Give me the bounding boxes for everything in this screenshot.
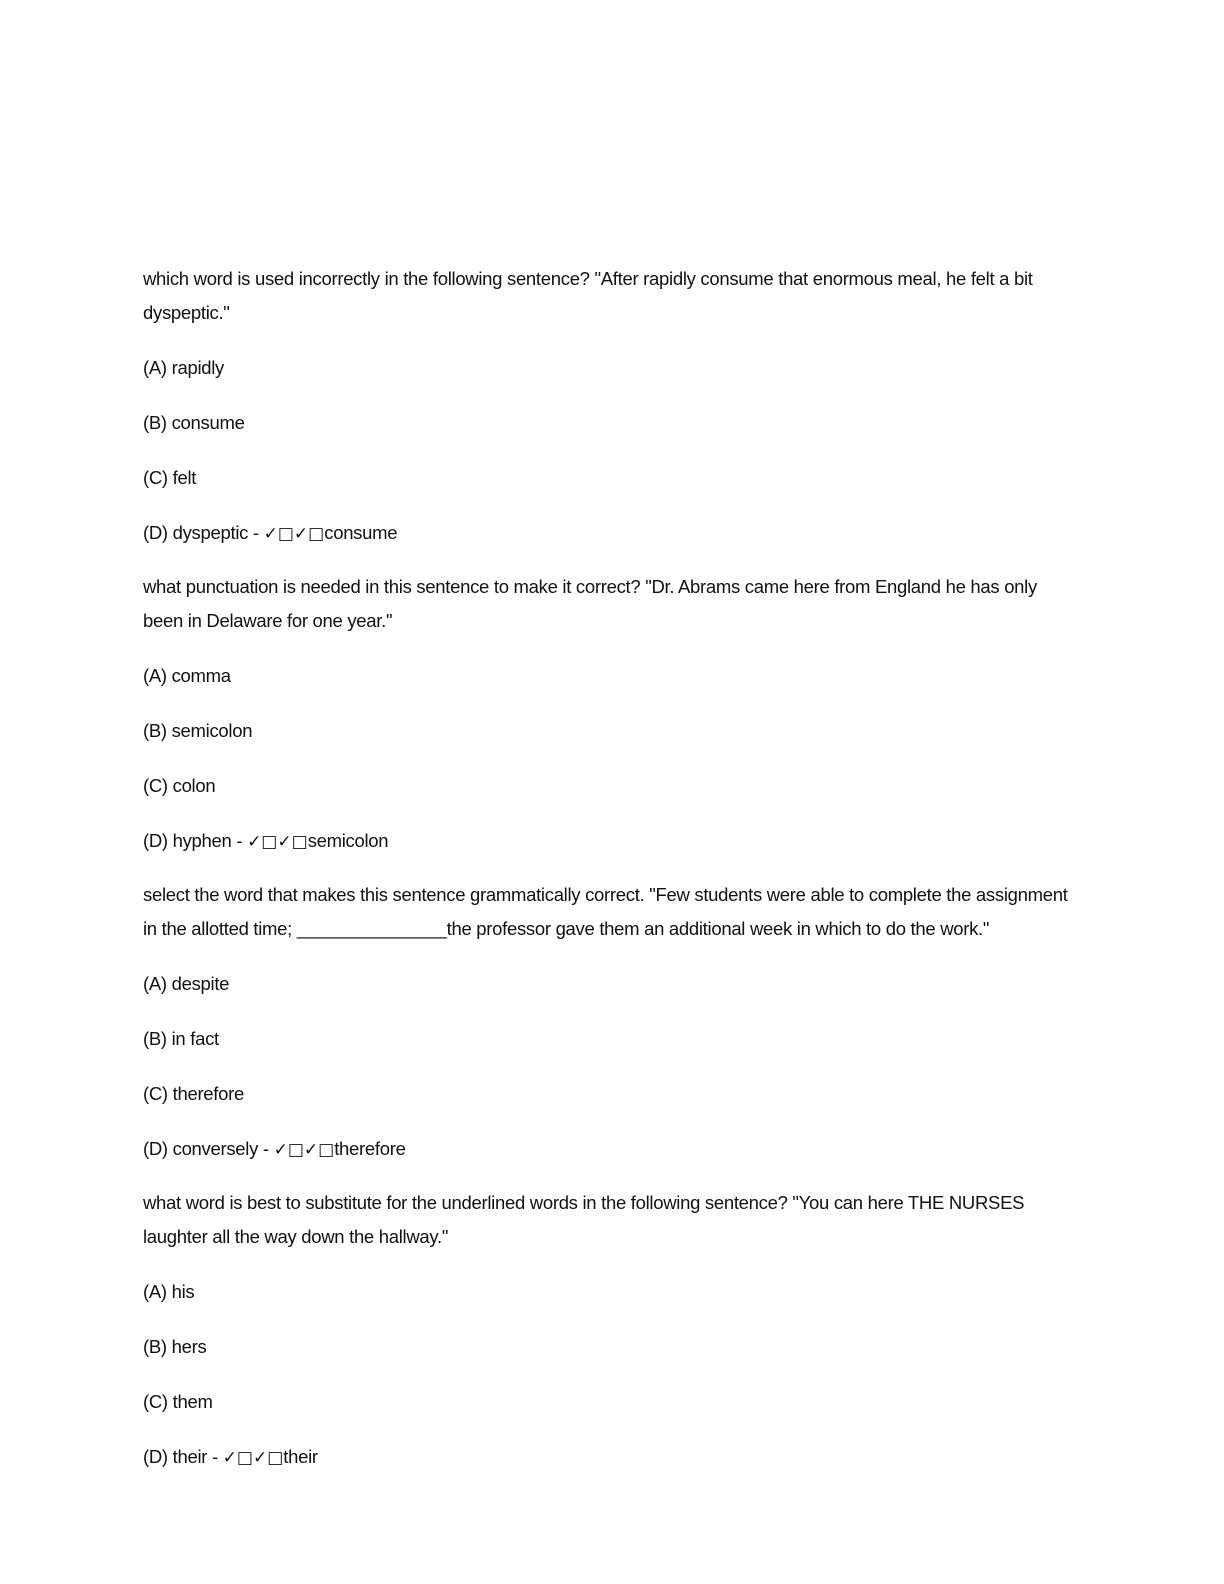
question-block-2: [143, 570, 1073, 859]
option-d: [143, 1440, 1073, 1475]
option-b: (B) consume: [143, 412, 245, 433]
options-list: [143, 1275, 1073, 1475]
answer-marks: ✓□✓□: [263, 524, 325, 544]
question-text: select the word that makes this sentence grammatically correct. "Few students were able to complete the assignment in the allotted time; _______________the professor gave them an additional week in which to do the work.": [143, 884, 1068, 939]
options-list: [143, 659, 1073, 859]
answer-marks: ✓□✓□: [222, 1448, 284, 1468]
question-block-3: [143, 878, 1073, 1167]
option-c: (C) felt: [143, 467, 197, 488]
option-a: (A) his: [143, 1281, 195, 1302]
question-list: [143, 262, 1073, 1475]
option-b: (B) in fact: [143, 1028, 219, 1049]
option-d-label: (D) dyspeptic -: [143, 522, 259, 543]
option-b: (B) hers: [143, 1336, 207, 1357]
question-text: which word is used incorrectly in the following sentence? "After rapidly consume that enormous meal, he felt a bit dyspeptic.": [143, 268, 1033, 323]
option-c: (C) colon: [143, 775, 216, 796]
options-list: [143, 351, 1073, 551]
option-a: (A) comma: [143, 665, 231, 686]
option-d: [143, 1132, 1073, 1167]
option-c: (C) them: [143, 1391, 213, 1412]
question-text: what word is best to substitute for the underlined words in the following sentence? "You can here THE NURSES laughter all the way down the hallway.": [143, 1192, 1025, 1247]
answer-text: their: [283, 1446, 318, 1467]
answer-marks: ✓□✓□: [247, 832, 308, 852]
option-c: (C) therefore: [143, 1083, 244, 1104]
question-block-4: [143, 1186, 1073, 1475]
question-text: what punctuation is needed in this sentence to make it correct? "Dr. Abrams came here from England he has only been in Delaware for one year.": [143, 576, 1037, 631]
option-d-label: (D) hyphen -: [143, 830, 243, 851]
option-a: (A) rapidly: [143, 357, 224, 378]
option-d-label: (D) their -: [143, 1446, 218, 1467]
question-block-1: [143, 262, 1073, 551]
answer-text: semicolon: [307, 830, 389, 851]
option-d: [143, 516, 1073, 551]
option-d-label: (D) conversely -: [143, 1138, 269, 1159]
option-b: (B) semicolon: [143, 720, 253, 741]
option-d: [143, 824, 1073, 859]
answer-marks: ✓□✓□: [273, 1140, 335, 1160]
options-list: [143, 967, 1073, 1167]
option-a: (A) despite: [143, 973, 230, 994]
answer-text: consume: [324, 522, 398, 543]
answer-text: therefore: [334, 1138, 406, 1159]
